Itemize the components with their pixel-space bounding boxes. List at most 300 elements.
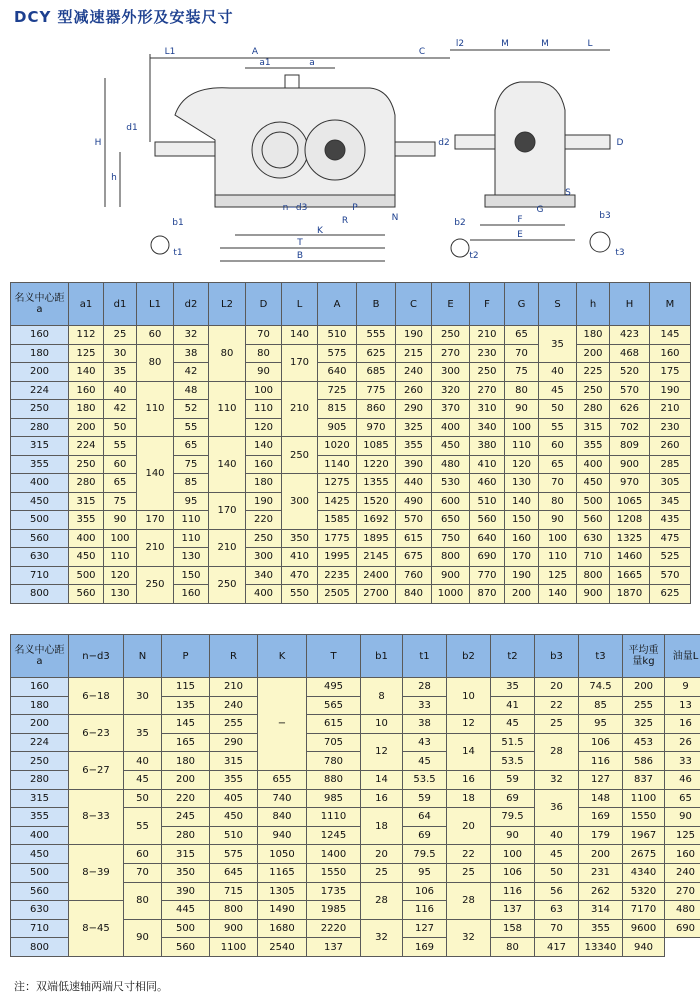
A-cell: 725 xyxy=(318,381,357,400)
C-cell: 570 xyxy=(396,511,432,530)
nd3-cell: 6−18 xyxy=(69,678,124,715)
h-cell: 355 xyxy=(577,437,610,456)
R-cell: 450 xyxy=(210,808,258,827)
F-cell: 510 xyxy=(470,492,505,511)
B-cell: 1355 xyxy=(357,474,396,493)
A-cell: 2235 xyxy=(318,566,357,585)
h-cell: 315 xyxy=(577,418,610,437)
b1-cell: 25 xyxy=(361,863,403,882)
C-cell: 390 xyxy=(396,455,432,474)
oil-cell: 33 xyxy=(665,752,700,771)
t1-cell: 45 xyxy=(403,752,447,771)
table-row xyxy=(11,678,700,697)
M-cell: 285 xyxy=(650,455,691,474)
weight-cell: 9600 xyxy=(623,919,665,938)
L2-cell: 170 xyxy=(209,492,246,529)
D-cell: 340 xyxy=(246,566,282,585)
h-cell: 280 xyxy=(577,400,610,419)
label-R: R xyxy=(341,216,349,226)
weight-cell: 255 xyxy=(623,696,665,715)
D-cell: 80 xyxy=(246,344,282,363)
P-cell: 500 xyxy=(162,919,210,938)
table-header-cell: L xyxy=(282,283,318,326)
S-cell: 90 xyxy=(539,511,577,530)
b3-cell: 25 xyxy=(535,715,579,734)
oil-cell: 240 xyxy=(665,863,700,882)
b3-cell: 28 xyxy=(535,733,579,770)
table-header-cell: d1 xyxy=(104,283,137,326)
table-header-cell: P xyxy=(162,635,210,678)
F-cell: 210 xyxy=(470,326,505,345)
sizes-cell: 250 xyxy=(11,752,69,771)
b2-cell: 16 xyxy=(447,770,491,789)
K-cell: 1490 xyxy=(258,901,307,920)
P-cell: 135 xyxy=(162,696,210,715)
R-cell: 510 xyxy=(210,826,258,845)
t1-cell: 59 xyxy=(403,789,447,808)
S-cell: 125 xyxy=(539,566,577,585)
L-cell: 250 xyxy=(282,437,318,474)
oil-cell: 13 xyxy=(665,696,700,715)
E-cell: 370 xyxy=(432,400,470,419)
sizes-cell: 800 xyxy=(11,938,69,957)
label-d1: d1 xyxy=(126,123,138,133)
F-cell: 310 xyxy=(470,400,505,419)
label-a1: a1 xyxy=(259,58,271,68)
t3-cell: 231 xyxy=(579,863,623,882)
table-header-cell: F xyxy=(470,283,505,326)
P-cell: 280 xyxy=(162,826,210,845)
b3-cell: 80 xyxy=(491,938,535,957)
d2-cell: 65 xyxy=(174,437,209,456)
table-row xyxy=(11,789,700,808)
B-cell: 775 xyxy=(357,381,396,400)
weight-cell: 837 xyxy=(623,770,665,789)
label-N: N xyxy=(391,213,399,223)
oil-cell: 26 xyxy=(665,733,700,752)
nd3-cell: 8−45 xyxy=(69,901,124,957)
S-cell: 65 xyxy=(539,455,577,474)
t2-cell: 69 xyxy=(491,789,535,808)
table-row xyxy=(11,845,700,864)
P-cell: 145 xyxy=(162,715,210,734)
table-header-cell: 名义中心距a xyxy=(11,635,69,678)
F-cell: 770 xyxy=(470,566,505,585)
d1-cell: 42 xyxy=(104,400,137,419)
H-cell: 626 xyxy=(610,400,650,419)
h-cell: 450 xyxy=(577,474,610,493)
t2-cell: 116 xyxy=(491,882,535,901)
G-cell: 190 xyxy=(505,566,539,585)
table-header-cell: C xyxy=(396,283,432,326)
G-cell: 140 xyxy=(505,492,539,511)
D-cell: 300 xyxy=(246,548,282,567)
E-cell: 650 xyxy=(432,511,470,530)
table-header-cell: B xyxy=(357,283,396,326)
sizes-cell: 630 xyxy=(11,548,69,567)
t1-cell: 38 xyxy=(403,715,447,734)
b1-cell: 16 xyxy=(361,789,403,808)
d1-cell: 65 xyxy=(104,474,137,493)
T-cell: 880 xyxy=(307,770,361,789)
E-cell: 450 xyxy=(432,437,470,456)
table-header-cell: 名义中心距a xyxy=(11,283,69,326)
b2-cell: 10 xyxy=(447,678,491,715)
weight-cell: 1967 xyxy=(623,826,665,845)
G-cell: 110 xyxy=(505,437,539,456)
P-cell: 445 xyxy=(162,901,210,920)
G-cell: 70 xyxy=(505,344,539,363)
sizes-cell: 355 xyxy=(11,455,69,474)
oil-cell: 46 xyxy=(665,770,700,789)
sizes-cell: 315 xyxy=(11,437,69,456)
table-header-cell: G xyxy=(505,283,539,326)
M-cell: 570 xyxy=(650,566,691,585)
T-cell: 780 xyxy=(307,752,361,771)
H-cell: 1460 xyxy=(610,548,650,567)
table-row xyxy=(11,381,691,400)
table-row xyxy=(11,715,700,734)
sizes-cell: 450 xyxy=(11,845,69,864)
E-cell: 250 xyxy=(432,326,470,345)
a1-cell: 224 xyxy=(69,437,104,456)
label-d2: d2 xyxy=(438,138,450,148)
d2-cell: 32 xyxy=(174,326,209,345)
D-cell: 90 xyxy=(246,363,282,382)
K-cell: − xyxy=(258,678,307,771)
b2-cell: 14 xyxy=(447,733,491,770)
page-title: DCY 型减速器外形及安装尺寸 xyxy=(14,8,234,26)
t3-cell: 200 xyxy=(579,845,623,864)
B-cell: 1220 xyxy=(357,455,396,474)
h-cell: 800 xyxy=(577,566,610,585)
N-cell: 70 xyxy=(124,863,162,882)
d1-cell: 40 xyxy=(104,381,137,400)
G-cell: 100 xyxy=(505,418,539,437)
t1-cell: 43 xyxy=(403,733,447,752)
label-L: L xyxy=(587,39,593,49)
a1-cell: 140 xyxy=(69,363,104,382)
E-cell: 400 xyxy=(432,418,470,437)
G-cell: 120 xyxy=(505,455,539,474)
d1-cell: 60 xyxy=(104,455,137,474)
table-header-cell: S xyxy=(539,283,577,326)
nd3-cell: 8−39 xyxy=(69,845,124,901)
G-cell: 130 xyxy=(505,474,539,493)
table-row xyxy=(11,437,691,456)
weight-cell: 325 xyxy=(623,715,665,734)
S-cell: 80 xyxy=(539,492,577,511)
table-row xyxy=(11,752,700,771)
a1-cell: 560 xyxy=(69,585,104,604)
N-cell: 30 xyxy=(124,678,162,715)
A-cell: 815 xyxy=(318,400,357,419)
label-E: E xyxy=(517,230,523,240)
oil-cell: 90 xyxy=(665,808,700,827)
L1-cell: 140 xyxy=(137,437,174,511)
label-b1: b1 xyxy=(172,218,184,228)
h-cell: 500 xyxy=(577,492,610,511)
label-l2: l2 xyxy=(455,39,465,49)
H-cell: 1208 xyxy=(610,511,650,530)
L1-cell: 250 xyxy=(137,566,174,603)
P-cell: 315 xyxy=(162,845,210,864)
M-cell: 260 xyxy=(650,437,691,456)
D-cell: 120 xyxy=(246,418,282,437)
table-header-cell: h xyxy=(577,283,610,326)
N-cell: 90 xyxy=(124,919,162,956)
a1-cell: 180 xyxy=(69,400,104,419)
b3-cell: 45 xyxy=(535,845,579,864)
t2-cell: 79.5 xyxy=(491,808,535,827)
D-cell: 250 xyxy=(246,529,282,548)
M-cell: 145 xyxy=(650,326,691,345)
label-T: T xyxy=(297,238,303,248)
b1-cell: 8 xyxy=(361,678,403,715)
B-cell: 860 xyxy=(357,400,396,419)
table-header-row xyxy=(11,635,700,678)
d2-cell: 52 xyxy=(174,400,209,419)
P-cell: 165 xyxy=(162,733,210,752)
b2-cell: 22 xyxy=(447,845,491,864)
sizes-cell: 400 xyxy=(11,826,69,845)
L-cell: 410 xyxy=(282,548,318,567)
T-cell: 705 xyxy=(307,733,361,752)
F-cell: 640 xyxy=(470,529,505,548)
R-cell: 800 xyxy=(210,901,258,920)
M-cell: 435 xyxy=(650,511,691,530)
weight-cell: 1550 xyxy=(623,808,665,827)
M-cell: 160 xyxy=(650,344,691,363)
S-cell: 35 xyxy=(539,326,577,363)
table-header-cell: t3 xyxy=(579,635,623,678)
C-cell: 260 xyxy=(396,381,432,400)
h-cell: 180 xyxy=(577,326,610,345)
oil-cell: 940 xyxy=(623,938,665,957)
H-cell: 1325 xyxy=(610,529,650,548)
M-cell: 625 xyxy=(650,585,691,604)
label-t1: t1 xyxy=(173,248,183,258)
b2-cell: 32 xyxy=(447,919,491,956)
D-cell: 160 xyxy=(246,455,282,474)
K-cell: 1165 xyxy=(258,863,307,882)
sizes-cell: 250 xyxy=(11,400,69,419)
L-cell: 210 xyxy=(282,381,318,437)
L-cell: 170 xyxy=(282,344,318,381)
G-cell: 90 xyxy=(505,400,539,419)
C-cell: 760 xyxy=(396,566,432,585)
R-cell: 715 xyxy=(210,882,258,901)
table-row xyxy=(11,529,691,548)
B-cell: 2145 xyxy=(357,548,396,567)
t3-cell: 106 xyxy=(579,733,623,752)
L-cell: 470 xyxy=(282,566,318,585)
t3-cell: 262 xyxy=(579,882,623,901)
b3-cell: 70 xyxy=(535,919,579,938)
P-cell: 350 xyxy=(162,863,210,882)
table-header-cell: d2 xyxy=(174,283,209,326)
M-cell: 345 xyxy=(650,492,691,511)
S-cell: 40 xyxy=(539,363,577,382)
table-row xyxy=(11,474,691,493)
P-cell: 220 xyxy=(162,789,210,808)
table-row xyxy=(11,363,691,382)
d2-cell: 75 xyxy=(174,455,209,474)
b3-cell: 40 xyxy=(535,826,579,845)
R-cell: 645 xyxy=(210,863,258,882)
H-cell: 1065 xyxy=(610,492,650,511)
P-cell: 180 xyxy=(162,752,210,771)
t2-cell: 35 xyxy=(491,678,535,697)
label-M1: M xyxy=(501,39,509,49)
F-cell: 870 xyxy=(470,585,505,604)
label-h: h xyxy=(111,173,117,183)
G-cell: 65 xyxy=(505,326,539,345)
table-row xyxy=(11,455,691,474)
weight-cell: 200 xyxy=(623,678,665,697)
L2-cell: 110 xyxy=(209,381,246,437)
a1-cell: 200 xyxy=(69,418,104,437)
L2-cell: 140 xyxy=(209,437,246,493)
S-cell: 55 xyxy=(539,418,577,437)
B-cell: 1085 xyxy=(357,437,396,456)
sizes-cell: 710 xyxy=(11,919,69,938)
sizes-cell: 500 xyxy=(11,863,69,882)
table-header-cell: H xyxy=(610,283,650,326)
t3-cell: 127 xyxy=(579,770,623,789)
A-cell: 640 xyxy=(318,363,357,382)
C-cell: 355 xyxy=(396,437,432,456)
T-cell: 2220 xyxy=(307,919,361,938)
table-header-row xyxy=(11,283,691,326)
B-cell: 1520 xyxy=(357,492,396,511)
L2-cell: 250 xyxy=(209,566,246,603)
S-cell: 70 xyxy=(539,474,577,493)
oil-cell: 9 xyxy=(665,678,700,697)
b3-cell: 50 xyxy=(535,863,579,882)
table-row xyxy=(11,585,691,604)
table-header-cell: N xyxy=(124,635,162,678)
R-cell: 355 xyxy=(210,770,258,789)
C-cell: 240 xyxy=(396,363,432,382)
a1-cell: 450 xyxy=(69,548,104,567)
b3-cell: 32 xyxy=(535,770,579,789)
b1-cell: 10 xyxy=(361,715,403,734)
t1-cell: 53.5 xyxy=(403,770,447,789)
t1-cell: 95 xyxy=(403,863,447,882)
A-cell: 575 xyxy=(318,344,357,363)
d1-cell: 75 xyxy=(104,492,137,511)
t1-cell: 116 xyxy=(403,901,447,920)
t1-cell: 64 xyxy=(403,808,447,827)
E-cell: 600 xyxy=(432,492,470,511)
N-cell: 55 xyxy=(124,808,162,845)
oil-cell: 690 xyxy=(665,919,700,938)
t2-cell: 137 xyxy=(491,901,535,920)
label-a: a xyxy=(309,58,315,68)
A-cell: 1140 xyxy=(318,455,357,474)
weight-cell: 586 xyxy=(623,752,665,771)
t3-cell: 314 xyxy=(579,901,623,920)
R-cell: 405 xyxy=(210,789,258,808)
E-cell: 800 xyxy=(432,548,470,567)
b1-cell: 20 xyxy=(361,845,403,864)
A-cell: 1275 xyxy=(318,474,357,493)
label-G: G xyxy=(536,205,544,215)
nd3-cell: 6−27 xyxy=(69,752,124,789)
t3-cell: 169 xyxy=(579,808,623,827)
T-cell: 1110 xyxy=(307,808,361,827)
R-cell: 575 xyxy=(210,845,258,864)
d1-cell: 90 xyxy=(104,511,137,530)
table-header-cell: E xyxy=(432,283,470,326)
b3-cell: 20 xyxy=(535,678,579,697)
L2-cell: 210 xyxy=(209,529,246,566)
footnote: 注：双端低速轴两端尺寸相同。 xyxy=(14,980,168,993)
sizes-cell: 200 xyxy=(11,363,69,382)
reducer-dimension-drawing xyxy=(60,30,690,285)
M-cell: 210 xyxy=(650,400,691,419)
E-cell: 530 xyxy=(432,474,470,493)
G-cell: 150 xyxy=(505,511,539,530)
b3-cell: 63 xyxy=(535,901,579,920)
d2-cell: 150 xyxy=(174,566,209,585)
K-cell: 1050 xyxy=(258,845,307,864)
P-cell: 115 xyxy=(162,678,210,697)
table-header-cell: K xyxy=(258,635,307,678)
weight-cell: 453 xyxy=(623,733,665,752)
d1-cell: 55 xyxy=(104,437,137,456)
A-cell: 1425 xyxy=(318,492,357,511)
dimension-table-1 xyxy=(10,282,691,604)
sizes-cell: 500 xyxy=(11,511,69,530)
D-cell: 180 xyxy=(246,474,282,493)
a1-cell: 125 xyxy=(69,344,104,363)
F-cell: 250 xyxy=(470,363,505,382)
A-cell: 2505 xyxy=(318,585,357,604)
G-cell: 200 xyxy=(505,585,539,604)
b3-cell: 22 xyxy=(535,696,579,715)
t2-cell: 53.5 xyxy=(491,752,535,771)
t3-cell: 95 xyxy=(579,715,623,734)
A-cell: 1020 xyxy=(318,437,357,456)
table-header-cell: a1 xyxy=(69,283,104,326)
d1-cell: 25 xyxy=(104,326,137,345)
table-header-cell: 油量L xyxy=(665,635,700,678)
T-cell: 1735 xyxy=(307,882,361,901)
sizes-cell: 355 xyxy=(11,808,69,827)
L1-cell: 60 xyxy=(137,326,174,345)
H-cell: 468 xyxy=(610,344,650,363)
t3-cell: 116 xyxy=(579,752,623,771)
table-header-cell: 平均重量kg xyxy=(623,635,665,678)
H-cell: 520 xyxy=(610,363,650,382)
B-cell: 2700 xyxy=(357,585,396,604)
sizes-cell: 710 xyxy=(11,566,69,585)
A-cell: 905 xyxy=(318,418,357,437)
table-header-cell: T xyxy=(307,635,361,678)
weight-cell: 2675 xyxy=(623,845,665,864)
G-cell: 160 xyxy=(505,529,539,548)
M-cell: 525 xyxy=(650,548,691,567)
b1-cell: 28 xyxy=(361,882,403,919)
a1-cell: 250 xyxy=(69,455,104,474)
nd3-cell: 6−23 xyxy=(69,715,124,752)
R-cell: 210 xyxy=(210,678,258,697)
t2-cell: 45 xyxy=(491,715,535,734)
S-cell: 50 xyxy=(539,400,577,419)
A-cell: 1775 xyxy=(318,529,357,548)
